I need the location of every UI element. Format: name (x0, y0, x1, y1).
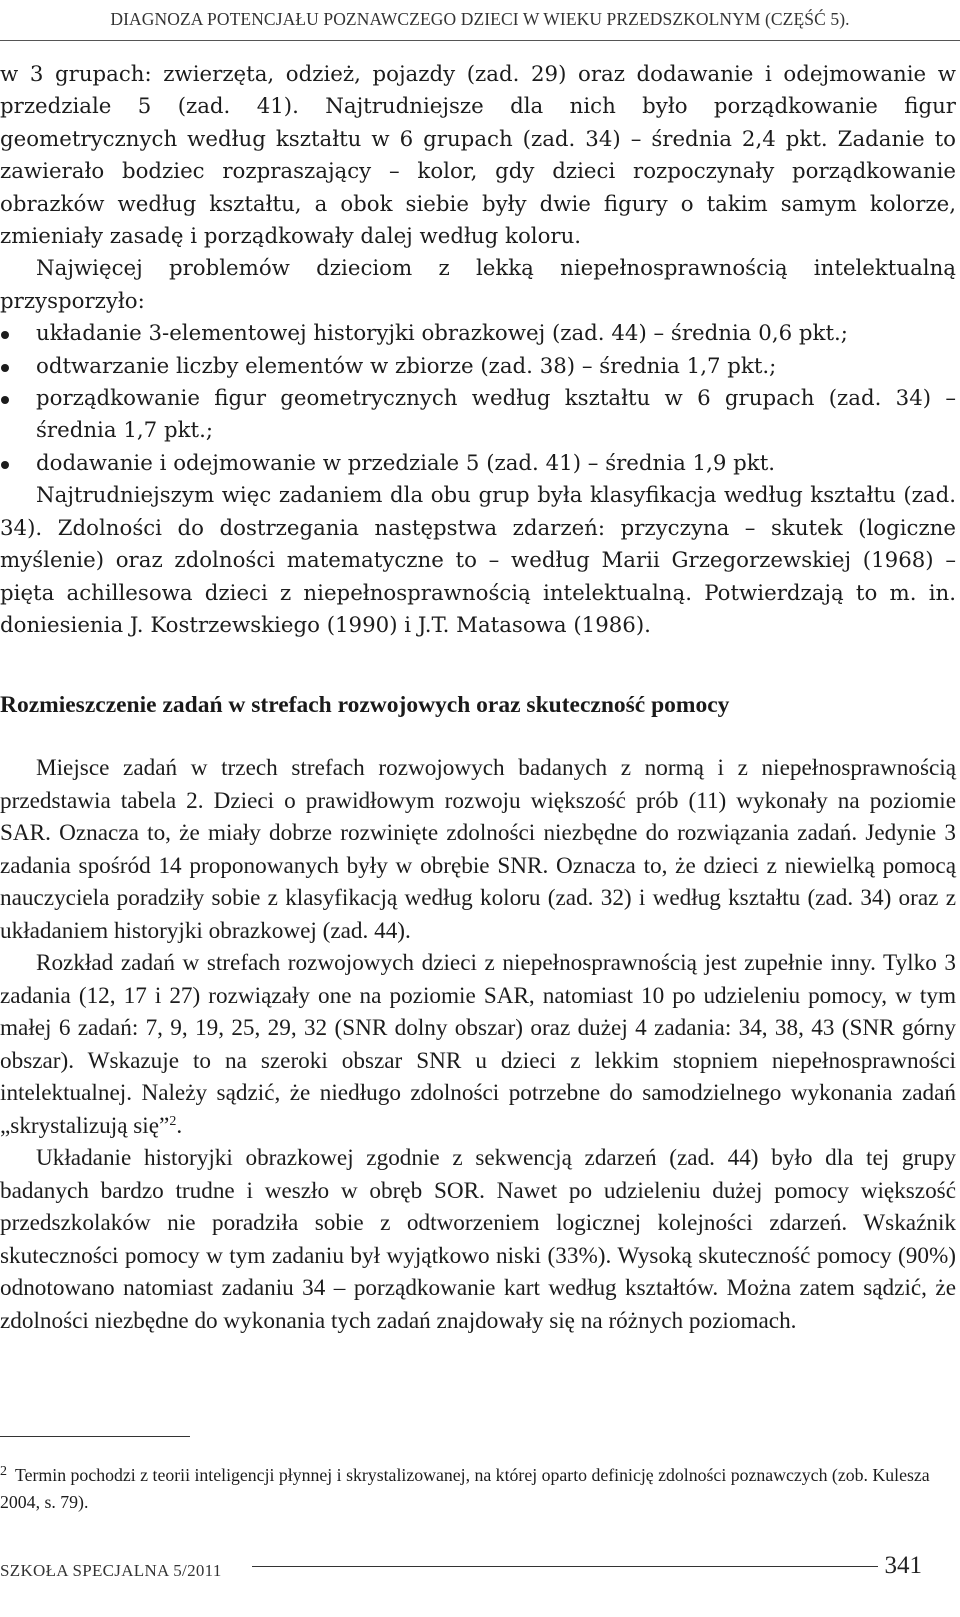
section-heading: Rozmieszczenie zadań w strefach rozwojowych oraz skuteczność pomocy (0, 692, 730, 718)
list-item (0, 351, 956, 383)
paragraph-end: . (176, 1112, 183, 1139)
page-number: 341 (884, 1552, 922, 1579)
journal-name: SZKOŁA SPECJALNA 5/2011 (0, 1561, 222, 1580)
footnote-reference[interactable]: 2 (169, 1113, 177, 1129)
bullet-list (0, 318, 956, 480)
list-item (0, 383, 956, 448)
bullet-icon (1, 396, 9, 404)
paragraph: Miejsce zadań w trzech strefach rozwojowych badanych z normą i z niepełnosprawnością przedstawia tabela 2. Dzieci o prawidłowym rozwoju większość prób (11) wykonały na poziomie SAR. Oznacza to, że miały dobrze rozwinięte zdolności niezbędne do rozwiązania zadań. Jedynie 3 zadania spośród 14 proponowanych były w obrębie SNR. Oznacza to, że dzieci z niewielką pomocą nauczyciela poradziły sobie z klasyfikacją według koloru (zad. 32) i według kształtu (zad. 34) oraz z układaniem historyjki obrazkowej (zad. 44). (0, 755, 956, 944)
paragraph: Najwięcej problemów dzieciom z lekką niepełnosprawnością intelektualną przysporzyło: (0, 256, 956, 314)
footnote-divider (0, 1436, 190, 1437)
paragraph-text: Rozkład zadań w strefach rozwojowych dzieci z niepełnosprawnością jest zupełnie inny. Tylko 3 zadania (12, 17 i 27) rozwiązały one na poziomie SAR, natomiast 10 po udzieleniu pomocy, w tym małej 6 zadań: 7, 9, 19, 25, 29, 32 (SNR dolny obszar) oraz dużej 4 zadania: 34, 38, 43 (SNR górny obszar). Wskazuje to na szeroki obszar SNR u dzieci z lekkim stopniem niepełnosprawności intelektualnej. Należy sądzić, że niedługo zdolności potrzebne do samodzielnego wykonania zadań „skrystalizują się” (0, 950, 956, 1139)
running-head: DIAGNOZA POTENCJAŁU POZNAWCZEGO DZIECI W WIEKU PRZEDSZKOLNYM (CZĘŚĆ 5). (0, 4, 960, 41)
bullet-icon (1, 461, 9, 469)
list-item-text: odtwarzanie liczby elementów w zbiorze (zad. 38) – średnia 1,7 pkt.; (36, 353, 777, 379)
list-item (0, 318, 956, 350)
list-item (0, 448, 956, 480)
footnote-number: 2 (0, 1464, 7, 1479)
paragraph (0, 947, 956, 1142)
paragraph: w 3 grupach: zwierzęta, odzież, pojazdy (zad. 29) oraz dodawanie i odejmowanie w przedziale 5 (zad. 41). Najtrudniejsze dla nich było porządkowanie figur geometrycznych według kształtu w 6 grupach (zad. 34) – średnia 2,4 pkt. Zadanie to zawierało bodziec rozpraszający – kolor, gdy dzieci rozpoczynały porządkowanie obrazków według kształtu, a obok siebie były dwie figury o takim samym kolorze, zmieniały zasadę i porządkowały dalej według koloru. (0, 62, 956, 250)
section-2-body (0, 752, 956, 1337)
paragraph: Układanie historyjki obrazkowej zgodnie z sekwencją zdarzeń (zad. 44) było dla tej grupy badanych bardzo trudne i weszło w obręb SOR. Nawet po udzieleniu dużej pomocy większość przedszkolaków nie poradziła sobie z odtworzeniem logicznej kolejności zdarzeń. Wskaźnik skuteczności pomocy w tym zadaniu był wyjątkowo niski (33%). Wysoką skuteczność pomocy (90%) odnotowano natomiast zadaniu 34 – porządkowanie kart według kształtów. Można zatem sądzić, że zdolności niezbędne do wykonania tych zadań znajdowały się na różnych poziomach. (0, 1145, 956, 1334)
list-item-text: dodawanie i odejmowanie w przedziale 5 (zad. 41) – średnia 1,9 pkt. (36, 450, 776, 476)
list-item-text: układanie 3-elementowej historyjki obrazkowej (zad. 44) – średnia 0,6 pkt.; (36, 321, 848, 347)
paragraph: Najtrudniejszym więc zadaniem dla obu grup była klasyfikacja według kształtu (zad. 34). Zdolności do dostrzegania następstwa zdarzeń: przyczyna – skutek (logiczne myślenie) oraz zdolności matematyczne to – według Marii Grzegorzewskiej (1968) – pięta achillesowa dzieci z niepełnosprawnością intelektualną. Potwierdzają to m. in. doniesienia J. Kostrzewskiego (1990) i J.T. Matasowa (1986). (0, 483, 956, 638)
footnote-text: Termin pochodzi z teorii inteligencji płynnej i skrystalizowanej, na której oparto definicję zdolności poznawczych (zob. Kulesza 2004, s. 79). (0, 1465, 930, 1512)
bullet-icon (1, 364, 9, 372)
list-item-text: porządkowanie figur geometrycznych według kształtu w 6 grupach (zad. 34) – średnia 1,7 pkt.; (36, 386, 956, 444)
footnote (0, 1458, 956, 1516)
section-1-body (0, 59, 956, 642)
bullet-icon (1, 331, 9, 339)
footer-divider (252, 1566, 878, 1567)
